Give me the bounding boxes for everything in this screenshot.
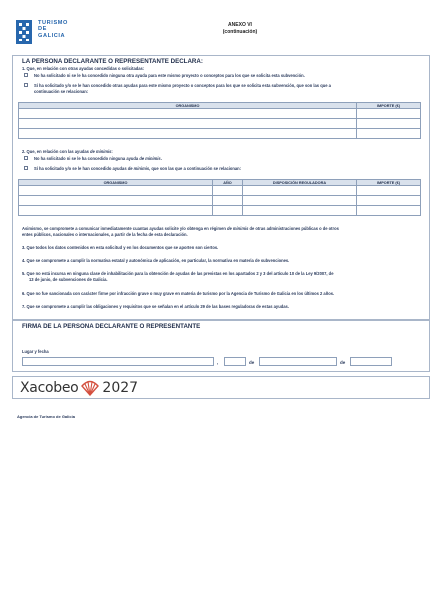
importe-cell[interactable] (357, 196, 421, 206)
commitment-line-1: Asimismo, se compromete a comunicar inmediatamente cuantas ayudas solicite y/o obtenga en régimen de minimis de otras administraciones públicas o de otros (22, 226, 339, 231)
point-3: 3. Que todos los datos contenidos en esta solicitud y en los documentos que se aporten son ciertos. (22, 245, 219, 250)
col-ano: AÑO (213, 180, 243, 186)
xacobeo-2027-logo (20, 378, 138, 398)
annex-subtitle: (continuación) (222, 29, 258, 35)
q2-option-b-label: Sí ha solicitado y/o se le han concedido ayudas de minimis, que son las que a continuación se relacionan: (34, 166, 242, 171)
col-organismo: ORGANISMO (19, 103, 357, 109)
annex-title: ANEXO VI (228, 22, 252, 28)
importe-cell[interactable] (357, 119, 421, 129)
point-5-line-1: 5. Que no está incursa en ninguna clase de inhabilitación para la obtención de ayudas de las previstas en los apartados 2 y 3 del artículo 10 de la Ley 9/2007, de (22, 271, 334, 276)
table-row (19, 109, 421, 119)
q2-option-b-checkbox[interactable] (24, 166, 28, 170)
ano-cell[interactable] (213, 196, 243, 206)
importe-cell[interactable] (357, 109, 421, 119)
table-row (19, 196, 421, 206)
q1-option-a-checkbox[interactable] (24, 73, 28, 77)
place-date-label: Lugar y fecha (22, 349, 49, 354)
ano-cell[interactable] (213, 186, 243, 196)
q2-option-a-checkbox[interactable] (24, 156, 28, 160)
importe-cell[interactable] (357, 129, 421, 139)
agency-footer: Agencia de Turismo de Galicia (17, 414, 75, 419)
organismo-cell[interactable] (19, 196, 213, 206)
declaration-title: LA PERSONA DECLARANTE O REPRESENTANTE DECLARA: (22, 58, 203, 65)
de-separator-1: de (249, 360, 255, 365)
point-7: 7. Que se compromete a cumplir las obligaciones y requisitos que se señalan en el artículo 29 de las bases reguladoras de estas ayudas. (22, 304, 289, 309)
table-row (19, 186, 421, 196)
xacobeo-word: Xacobeo (20, 380, 79, 396)
year-input[interactable] (350, 357, 392, 366)
q2-heading: 2. Que, en relación con las ayudas de minimis: (22, 149, 113, 154)
ano-cell[interactable] (213, 206, 243, 216)
importe-cell[interactable] (357, 206, 421, 216)
table-row (19, 119, 421, 129)
point-4: 4. Que se compromete a cumplir la normativa estatal y autonómica de aplicación, en particular, la normativa en materia de subvenciones. (22, 258, 290, 263)
col-importe: IMPORTE (€) (357, 103, 421, 109)
q2-option-a-label: No ha solicitado ni se le ha concedido ninguna ayuda de minimis. (34, 156, 162, 161)
col-importe: IMPORTE (€) (357, 180, 421, 186)
point-6: 6. Que no fue sancionada con carácter firme por infracción grave o muy grave en materia de turismo por la Agencia de Turismo de Galicia en los últimos 2 años. (22, 291, 335, 296)
logo-wordmark: TURISMO DE GALICIA (38, 20, 68, 39)
annex-heading (200, 22, 280, 36)
col-organismo: ORGANISMO (19, 180, 213, 186)
table-row (19, 206, 421, 216)
q1-aid-table (18, 102, 421, 139)
q2-deminimis-table (18, 179, 421, 216)
point-5-line-2: 13 de junio, de subvenciones de Galicia. (29, 277, 108, 282)
table-row (19, 129, 421, 139)
col-disposicion: DISPOSICIÓN REGULADORA (243, 180, 357, 186)
disposicion-cell[interactable] (243, 196, 357, 206)
q1-option-b-checkbox[interactable] (24, 83, 28, 87)
day-input[interactable] (224, 357, 246, 366)
place-input[interactable] (22, 357, 214, 366)
organismo-cell[interactable] (19, 206, 213, 216)
commitment-line-2: entes públicos, nacionales o internacionales, a partir de la fecha de esta declaración. (22, 232, 188, 237)
importe-cell[interactable] (357, 186, 421, 196)
q1-option-b-label-2: continuación se relacionan: (34, 89, 89, 94)
q1-option-a-label: No ha solicitado ni se le ha concedido ninguna otra ayuda para este mismo proyecto o conceptos para los que se solicita esta subvención. (34, 73, 305, 78)
month-input[interactable] (259, 357, 337, 366)
q1-option-b-label-1: Sí ha solicitado y/o se le han concedido otras ayudas para este mismo proyecto o conceptos para los que se solicita esta subvención, que son las que a (34, 83, 331, 88)
galicia-logo-icon (16, 20, 32, 44)
q1-heading: 1. Que, en relación con otras ayudas concedidas o solicitadas: (22, 66, 145, 71)
disposicion-cell[interactable] (243, 186, 357, 196)
comma-separator: , (217, 360, 219, 365)
xacobeo-year: 2027 (102, 380, 139, 396)
organismo-cell[interactable] (19, 109, 357, 119)
turismo-galicia-logo (16, 20, 106, 50)
disposicion-cell[interactable] (243, 206, 357, 216)
de-separator-2: de (340, 360, 346, 365)
scallop-shell-icon (81, 380, 99, 396)
organismo-cell[interactable] (19, 186, 213, 196)
organismo-cell[interactable] (19, 129, 357, 139)
signature-title: FIRMA DE LA PERSONA DECLARANTE O REPRESENTANTE (22, 323, 201, 330)
organismo-cell[interactable] (19, 119, 357, 129)
